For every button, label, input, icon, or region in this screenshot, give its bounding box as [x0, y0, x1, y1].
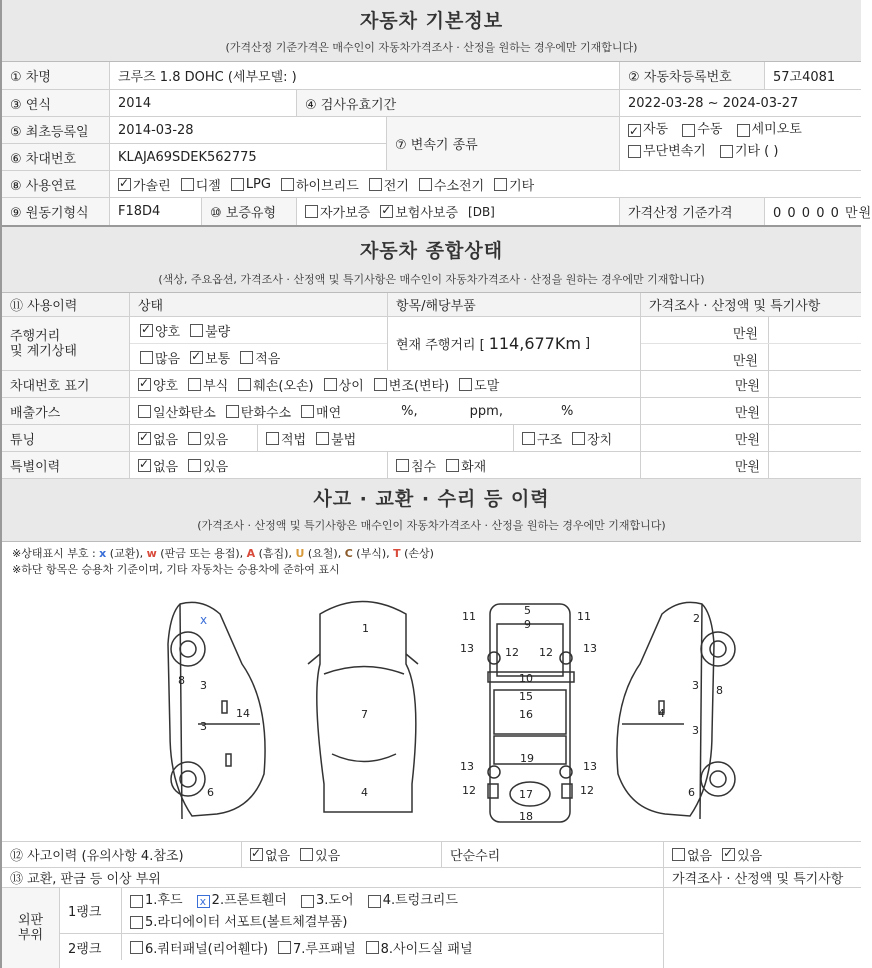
- mileage-many-label: 많음: [155, 351, 181, 367]
- svg-text:18: 18: [519, 810, 533, 823]
- emission-options: [130, 398, 641, 424]
- mileage-close: ]: [584, 336, 591, 351]
- legend-prefix: ※상태표시 부호 :: [12, 547, 100, 560]
- mileage-bad-label: 불량: [205, 324, 231, 340]
- row-exchange-header: [2, 868, 861, 888]
- part-door-label: 3.도어: [316, 893, 354, 908]
- svg-text:12: 12: [462, 784, 476, 797]
- tuning-yes-checkbox[interactable]: [188, 432, 201, 445]
- special-none-label: 없음: [153, 459, 179, 475]
- part-hood-label: 1.후드: [145, 893, 183, 908]
- inspection-value: 2022-03-28 ~ 2024-03-27: [628, 95, 799, 111]
- warranty-options: [297, 198, 620, 225]
- tuning-label: 튜닝: [2, 425, 130, 451]
- part-side-sill-label: 8.사이드실 패널: [380, 941, 473, 957]
- emission-unit-pct1: %,: [401, 403, 418, 419]
- row-special: [2, 452, 861, 479]
- col-history: ⑪ 사용이력: [2, 293, 130, 316]
- part-roof-label: 7.루프패널: [293, 941, 356, 957]
- trans-other-label: 기타 ( ): [734, 143, 779, 159]
- inspection-label: ④ 검사유효기간: [297, 90, 620, 116]
- svg-text:4: 4: [361, 786, 368, 799]
- mileage-many-checkbox[interactable]: [140, 351, 153, 364]
- vin-smeared-label: 도말: [474, 378, 500, 394]
- vin-corrosion-checkbox[interactable]: [188, 378, 201, 391]
- legend-items: [99, 547, 434, 560]
- svg-text:14: 14: [236, 707, 250, 720]
- emission-co-label: 일산화탄소: [153, 405, 216, 421]
- svg-text:12: 12: [505, 646, 519, 659]
- vin-good-label: 양호: [153, 378, 179, 394]
- left-side-view: [168, 602, 265, 819]
- accident-header: [2, 479, 861, 542]
- price-value: 0 0 0 0 0 만원: [773, 206, 872, 221]
- status-table-header: [2, 293, 861, 317]
- legend-symbol-4: C: [344, 547, 353, 560]
- svg-text:11: 11: [577, 610, 591, 623]
- row-fuel: [2, 171, 861, 198]
- svg-text:16: 16: [519, 708, 533, 721]
- accident-title: 사고 · 교환 · 수리 등 이력: [313, 488, 550, 510]
- row-year: [2, 90, 861, 117]
- car-name-label: ① 차명: [2, 62, 110, 89]
- vin-corrosion-label: 부식: [203, 378, 229, 394]
- vin-value: KLAJA69SDEK562775: [110, 144, 387, 170]
- fuel-gasoline-label: 가솔린: [133, 178, 171, 194]
- warranty-self-checkbox[interactable]: [305, 205, 318, 218]
- row-vin: [2, 144, 387, 170]
- legend-symbol-3: U: [295, 547, 305, 560]
- svg-text:2: 2: [693, 612, 700, 625]
- part-radiator-label: 5.라디에이터 서포트(볼트체결부품): [145, 914, 348, 930]
- row-reg-vin-trans: [2, 117, 861, 171]
- price-label: 가격산정 기준가격: [620, 198, 765, 225]
- vin-smeared-checkbox[interactable]: [459, 378, 472, 391]
- fuel-hybrid-checkbox[interactable]: [281, 178, 294, 191]
- emission-unit: 만원: [641, 398, 769, 424]
- accident-label: ⑫ 사고이력 (유의사항 4.참조): [2, 842, 242, 867]
- vin-damaged-label: 훼손(오손): [253, 378, 314, 394]
- vin-good-checkbox[interactable]: [138, 378, 151, 391]
- part-front-fender-checkbox[interactable]: x: [197, 895, 210, 908]
- legend-line-1: [12, 546, 851, 562]
- part-radiator-checkbox[interactable]: [130, 916, 143, 929]
- fuel-other-checkbox[interactable]: [494, 178, 507, 191]
- tuning-legal-label: 적법: [281, 432, 307, 448]
- mileage-unit-2: 만원: [641, 344, 769, 370]
- mileage-normal-checkbox[interactable]: [190, 351, 203, 364]
- part-roof-checkbox[interactable]: [278, 941, 291, 954]
- svg-text:5: 5: [524, 604, 531, 617]
- emission-hc-label: 탄화수소: [240, 405, 292, 421]
- transmission-label: ⑦ 변속기 종류: [387, 117, 620, 170]
- basic-info-title: 자동차 기본정보: [359, 10, 504, 32]
- mileage-unit-1: 만원: [641, 317, 769, 343]
- warranty-insurer-checkbox[interactable]: [380, 205, 393, 218]
- fuel-gasoline-checkbox[interactable]: [118, 178, 131, 191]
- mileage-few-label: 적음: [255, 351, 281, 367]
- accident-none-label: 없음: [265, 849, 291, 864]
- svg-text:9: 9: [524, 618, 531, 631]
- tuning-illegal-checkbox[interactable]: [316, 432, 329, 445]
- row-car-name: [2, 62, 861, 90]
- emission-smoke-label: 매연: [316, 405, 342, 421]
- special-options: [130, 452, 388, 478]
- legend-text-4: (부식),: [352, 547, 394, 560]
- fuel-hydrogen-label: 수소전기: [433, 178, 485, 194]
- status-header: [2, 227, 861, 293]
- svg-text:8: 8: [716, 684, 723, 697]
- fuel-other-label: 기타: [509, 178, 535, 194]
- svg-text:13: 13: [460, 642, 474, 655]
- fuel-hydrogen-checkbox[interactable]: [419, 178, 432, 191]
- vin-label: ⑥ 차대번호: [2, 144, 110, 170]
- engine-value: F18D4: [110, 198, 202, 225]
- legend-text-2: (흠집),: [255, 547, 296, 560]
- warranty-label: ⑩ 보증유형: [202, 198, 297, 225]
- svg-text:3: 3: [692, 724, 699, 737]
- emission-label: 배출가스: [2, 398, 130, 424]
- tuning-options: [130, 425, 258, 451]
- tuning-type-options: [514, 425, 641, 451]
- trans-manual-label: 수동: [697, 122, 723, 137]
- svg-text:13: 13: [583, 642, 597, 655]
- tuning-unit: 만원: [641, 425, 769, 451]
- part-quarter-label: 6.쿼터패널(리어휀다): [145, 941, 269, 957]
- special-flood-checkbox[interactable]: [396, 459, 409, 472]
- vin-mark-unit: 만원: [641, 371, 769, 397]
- vin-different-label: 상이: [338, 378, 364, 394]
- special-fire-label: 화재: [461, 459, 487, 475]
- outer-parts: [2, 888, 861, 968]
- legend-text-1: (판금 또는 용접),: [156, 547, 247, 560]
- mileage-value: 114,677Km: [488, 334, 581, 353]
- legend-text-0: (교환),: [106, 547, 147, 560]
- warranty-insurer-label: 보험사보증: [395, 206, 459, 221]
- svg-text:4: 4: [658, 707, 665, 720]
- first-reg-label: ⑤ 최초등록일: [2, 117, 110, 143]
- trans-auto-checkbox[interactable]: [628, 124, 641, 137]
- rank1-items: [122, 888, 476, 933]
- special-yes-checkbox[interactable]: [188, 459, 201, 472]
- trans-auto-label: 자동: [643, 122, 669, 137]
- trans-cvt-checkbox[interactable]: [628, 145, 641, 158]
- svg-text:1: 1: [362, 622, 369, 635]
- tuning-structure-checkbox[interactable]: [522, 432, 535, 445]
- outer-label: 외판 부위: [2, 888, 60, 968]
- simple-yes-checkbox[interactable]: [722, 848, 735, 861]
- simple-none-checkbox[interactable]: [672, 848, 685, 861]
- legend-symbol-1: w: [146, 547, 157, 560]
- mileage-state: [130, 317, 388, 370]
- legend: [2, 542, 861, 584]
- accident-yes-label: 있음: [315, 849, 341, 864]
- rank2-label: 2랭크: [60, 934, 122, 960]
- car-diagram: [2, 584, 861, 842]
- mileage-price: [641, 317, 861, 370]
- rank1-row: [60, 888, 663, 934]
- legend-symbol-0: x: [99, 547, 107, 560]
- trans-manual-checkbox[interactable]: [682, 124, 695, 137]
- car-diagram-svg: [2, 584, 861, 842]
- col-price: 가격조사 · 산정액 및 특기사항: [641, 293, 861, 316]
- svg-text:12: 12: [580, 784, 594, 797]
- mileage-good-label: 양호: [155, 324, 181, 340]
- emission-unit-ppm: ppm,: [469, 403, 503, 419]
- special-label: 특별이력: [2, 452, 130, 478]
- svg-text:6: 6: [688, 786, 695, 799]
- emission-hc-checkbox[interactable]: [226, 405, 239, 418]
- emission-co-checkbox[interactable]: [138, 405, 151, 418]
- svg-text:3: 3: [692, 679, 699, 692]
- right-side-view: [617, 602, 735, 819]
- legend-symbol-5: T: [393, 547, 401, 560]
- tuning-none-checkbox[interactable]: [138, 432, 151, 445]
- col-item: 항목/해당부품: [388, 293, 641, 316]
- svg-text:12: 12: [539, 646, 553, 659]
- part-trunk-label: 4.트렁크리드: [382, 893, 458, 908]
- tuning-device-label: 장치: [587, 432, 613, 448]
- vin-damaged-checkbox[interactable]: [238, 378, 251, 391]
- simple-yes-label: 있음: [737, 849, 763, 864]
- part-side-sill-checkbox[interactable]: [366, 941, 379, 954]
- part-quarter-checkbox[interactable]: [130, 941, 143, 954]
- accident-none-checkbox[interactable]: [250, 848, 263, 861]
- svg-text:11: 11: [462, 610, 476, 623]
- special-flood-label: 침수: [411, 459, 437, 475]
- mileage-bad-checkbox[interactable]: [190, 324, 203, 337]
- trans-semi-label: 세미오토: [751, 122, 802, 137]
- row-tuning: [2, 425, 861, 452]
- basic-info-header: [2, 0, 861, 62]
- warranty-self-label: 자가보증: [320, 206, 371, 221]
- accident-yes-checkbox[interactable]: [300, 848, 313, 861]
- rank2-row: [60, 934, 663, 960]
- svg-text:15: 15: [519, 690, 533, 703]
- emission-smoke-checkbox[interactable]: [301, 405, 314, 418]
- vin-mark-label: 차대번호 표기: [2, 371, 130, 397]
- svg-text:13: 13: [460, 760, 474, 773]
- simple-repair-options: [664, 842, 861, 867]
- col-state: 상태: [130, 293, 388, 316]
- warranty-db: [DB]: [468, 204, 495, 219]
- year-value: 2014: [110, 90, 297, 116]
- svg-text:7: 7: [361, 708, 368, 721]
- status-title: 자동차 종합상태: [359, 240, 504, 262]
- legend-symbol-2: A: [246, 547, 256, 560]
- year-label: ③ 연식: [2, 90, 110, 116]
- part-door-checkbox[interactable]: [301, 895, 314, 908]
- tuning-illegal-label: 불법: [331, 432, 357, 448]
- fuel-electric-label: 전기: [383, 178, 409, 194]
- fuel-electric-checkbox[interactable]: [369, 178, 382, 191]
- tuning-legal-options: [258, 425, 514, 451]
- special-fire-checkbox[interactable]: [446, 459, 459, 472]
- row-emission: [2, 398, 861, 425]
- vin-mark-options: [130, 371, 641, 397]
- exchange-mark: x: [200, 613, 208, 627]
- row-accident: [2, 842, 861, 868]
- fuel-options: [110, 171, 861, 197]
- car-name-value: 크루즈 1.8 DOHC (세부모델: ): [110, 62, 620, 89]
- svg-text:6: 6: [207, 786, 214, 799]
- reg-no-label: ② 자동차등록번호: [620, 62, 765, 89]
- fuel-lpg-label: LPG: [245, 176, 271, 192]
- fuel-lpg-checkbox[interactable]: [231, 178, 244, 191]
- engine-label: ⑨ 원동기형식: [2, 198, 110, 225]
- mileage-reading: [388, 317, 641, 370]
- basic-info-subtitle: (가격산정 기준가격은 매수인이 자동차가격조사 · 산정을 원하는 경우에만 기재합니다): [225, 41, 638, 54]
- simple-repair-label: 단순수리: [442, 842, 664, 867]
- svg-text:3: 3: [200, 720, 207, 733]
- special-yes-label: 있음: [203, 459, 229, 475]
- tuning-device-checkbox[interactable]: [572, 432, 585, 445]
- tuning-structure-label: 구조: [537, 432, 563, 448]
- special-unit: 만원: [641, 452, 769, 478]
- accident-subtitle: (가격조사 · 산정액 및 특기사항은 매수인이 자동차가격조사 · 산정을 원하는 경우에만 기재합니다): [197, 519, 666, 532]
- outer-ranks: [60, 888, 664, 968]
- fuel-hybrid-label: 하이브리드: [295, 178, 359, 194]
- mileage-normal-label: 보통: [205, 351, 231, 367]
- reg-no-value: 57고4081: [773, 70, 836, 85]
- simple-none-label: 없음: [687, 849, 713, 864]
- svg-text:10: 10: [519, 672, 533, 685]
- row-mileage: [2, 317, 861, 371]
- rank1-label: 1랭크: [60, 888, 122, 933]
- row-vin-mark: [2, 371, 861, 398]
- svg-text:19: 19: [520, 752, 534, 765]
- mileage-text: 현재 주행거리 [: [396, 338, 485, 353]
- trans-other-checkbox[interactable]: [720, 145, 733, 158]
- part-hood-checkbox[interactable]: [130, 895, 143, 908]
- exchange-label: ⑬ 교환, 판금 등 이상 부위: [2, 868, 664, 887]
- mileage-good-checkbox[interactable]: [140, 324, 153, 337]
- row-engine: [2, 198, 872, 227]
- row-first-reg: [2, 117, 387, 144]
- vin-different-checkbox[interactable]: [324, 378, 337, 391]
- legend-text-3: (요철),: [304, 547, 345, 560]
- transmission-options: [620, 117, 861, 170]
- legend-text-5: (손상): [400, 547, 434, 560]
- fuel-diesel-checkbox[interactable]: [181, 178, 194, 191]
- tuning-none-label: 없음: [153, 432, 179, 448]
- rank2-items: [122, 934, 491, 960]
- special-type-options: [388, 452, 641, 478]
- status-subtitle: (색상, 주요옵션, 가격조사 · 산정액 및 특기사항은 매수인이 자동차가격조사 · 산정을 원하는 경우에만 기재합니다): [158, 273, 705, 286]
- part-front-fender-label: 2.프론트휀더: [211, 893, 287, 908]
- fuel-diesel-label: 디젤: [195, 178, 221, 194]
- trans-semi-checkbox[interactable]: [737, 124, 750, 137]
- svg-text:13: 13: [583, 760, 597, 773]
- accident-options: [242, 842, 442, 867]
- outer-price: [664, 888, 861, 968]
- part-trunk-checkbox[interactable]: [368, 895, 381, 908]
- mileage-label: 주행거리 및 계기상태: [2, 317, 130, 370]
- vin-altered-checkbox[interactable]: [374, 378, 387, 391]
- svg-text:3: 3: [200, 679, 207, 692]
- svg-text:8: 8: [178, 674, 185, 687]
- exchange-price-label: 가격조사 · 산정액 및 특기사항: [672, 872, 844, 887]
- first-reg-value: 2014-03-28: [110, 117, 387, 143]
- svg-text:17: 17: [519, 788, 533, 801]
- tuning-legal-checkbox[interactable]: [266, 432, 279, 445]
- vin-altered-label: 변조(변타): [388, 378, 450, 394]
- tuning-yes-label: 있음: [203, 432, 229, 448]
- legend-line-2: ※하단 항목은 승용차 기준이며, 기타 자동차는 승용차에 준하여 표시: [12, 563, 340, 576]
- special-none-checkbox[interactable]: [138, 459, 151, 472]
- fuel-label: ⑧ 사용연료: [2, 171, 110, 197]
- trans-cvt-label: 무단변속기: [643, 143, 706, 159]
- emission-unit-pct2: %: [560, 403, 574, 419]
- mileage-few-checkbox[interactable]: [240, 351, 253, 364]
